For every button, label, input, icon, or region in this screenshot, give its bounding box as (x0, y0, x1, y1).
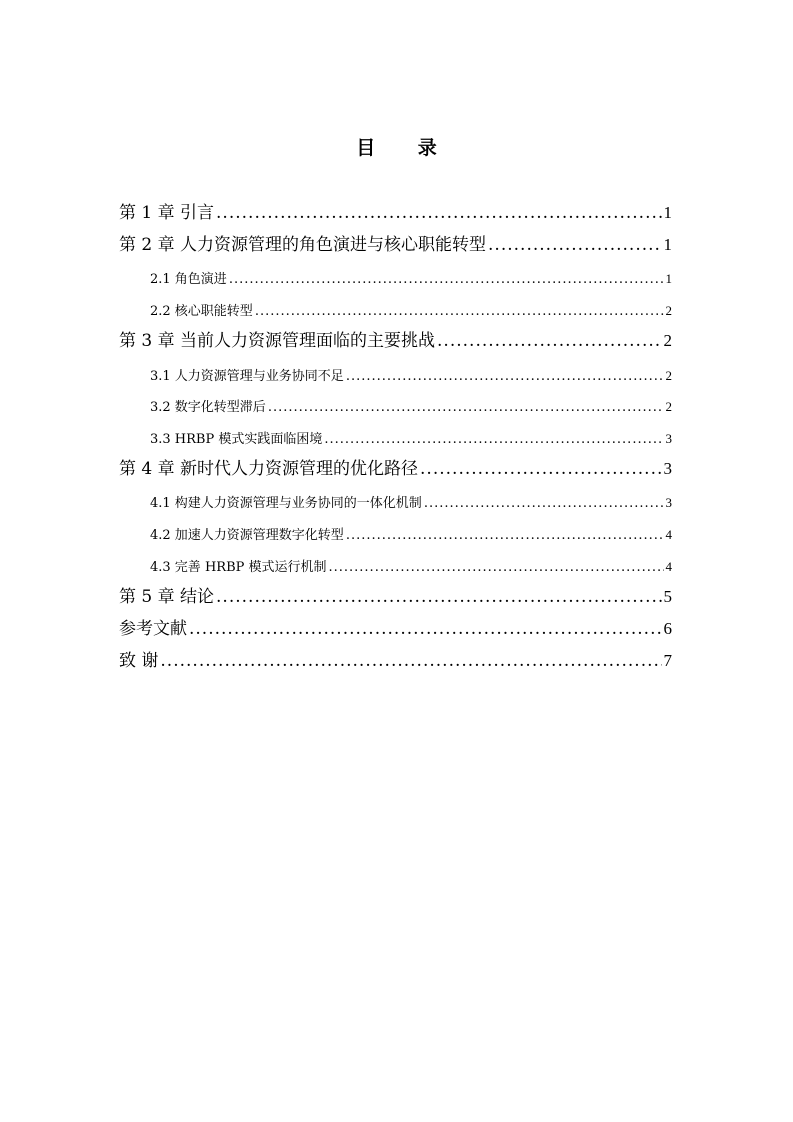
toc-entry-section-3-2[interactable] (150, 398, 672, 417)
toc-dot-leader (189, 618, 662, 640)
toc-dot-leader (346, 368, 664, 386)
toc-entry-section-4-1[interactable] (150, 494, 672, 513)
toc-entry-section-4-2[interactable] (150, 526, 672, 545)
toc-page-number: 2 (665, 303, 672, 318)
toc-page-number: 3 (665, 431, 672, 446)
toc-entry-acknowledgements[interactable] (119, 650, 672, 672)
toc-entry-title: 致 谢 (119, 651, 159, 671)
toc-page-number: 6 (663, 619, 672, 638)
toc-dot-leader (216, 586, 661, 608)
page-title: 目 录 (356, 137, 455, 159)
toc-entry-title: 3.1 人力资源管理与业务协同不足 (150, 369, 344, 384)
toc-entry-title: 第 1 章 引言 (119, 203, 215, 223)
toc-entry-title: 第 5 章 结论 (119, 587, 215, 607)
toc-dot-leader (216, 202, 661, 224)
toc-dot-leader (424, 495, 664, 513)
toc-dot-leader (346, 527, 664, 545)
toc-dot-leader (324, 431, 663, 449)
toc-dot-leader (160, 650, 661, 672)
toc-entry-title: 3.3 HRBP 模式实践面临困境 (150, 432, 323, 447)
toc-entry-section-2-1[interactable] (150, 270, 672, 289)
toc-dot-leader (268, 399, 664, 417)
toc-entry-chapter-3[interactable] (119, 330, 672, 352)
toc-page-number: 5 (663, 587, 672, 606)
toc-dot-leader (488, 234, 661, 256)
toc-dot-leader (329, 559, 664, 577)
toc-entry-section-4-3[interactable] (150, 558, 672, 577)
toc-page-number: 4 (665, 527, 672, 542)
toc-entry-title: 4.3 完善 HRBP 模式运行机制 (150, 560, 327, 575)
toc-page-number: 1 (665, 271, 672, 286)
toc-page-number: 2 (665, 399, 672, 414)
toc-page-number: 2 (663, 331, 672, 350)
toc-entry-title: 第 2 章 人力资源管理的角色演进与核心职能转型 (119, 235, 487, 255)
toc-dot-leader (229, 271, 664, 289)
toc-entry-title: 4.2 加速人力资源管理数字化转型 (150, 528, 344, 543)
toc-entry-section-3-1[interactable] (150, 367, 672, 386)
toc-page-number: 4 (665, 559, 672, 574)
toc-entry-chapter-4[interactable] (119, 458, 672, 480)
toc-entry-section-3-3[interactable] (150, 430, 672, 449)
toc-page-number: 1 (663, 203, 672, 222)
toc-page-number: 3 (665, 495, 672, 510)
toc-page-number: 1 (663, 235, 672, 254)
toc-entry-chapter-1[interactable] (119, 202, 672, 224)
toc-page-number: 2 (665, 368, 672, 383)
toc-page-number: 3 (663, 459, 672, 478)
toc-entry-references[interactable] (119, 618, 672, 640)
toc-entry-section-2-2[interactable] (150, 302, 672, 321)
toc-dot-leader (420, 458, 661, 480)
toc-entry-title: 2.2 核心职能转型 (150, 304, 253, 319)
toc-entry-title: 4.1 构建人力资源管理与业务协同的一体化机制 (150, 496, 422, 511)
toc-page-number: 7 (663, 651, 672, 670)
toc-entry-title: 第 4 章 新时代人力资源管理的优化路径 (119, 459, 419, 479)
toc-entry-title: 第 3 章 当前人力资源管理面临的主要挑战 (119, 331, 436, 351)
toc-entry-chapter-5[interactable] (119, 586, 672, 608)
toc-dot-leader (255, 303, 664, 321)
toc-entry-title: 3.2 数字化转型滞后 (150, 400, 266, 415)
toc-entry-title: 参考文献 (119, 619, 187, 639)
toc-entry-chapter-2[interactable] (119, 234, 672, 256)
toc-entry-title: 2.1 角色演进 (150, 272, 227, 287)
toc-dot-leader (437, 330, 661, 352)
